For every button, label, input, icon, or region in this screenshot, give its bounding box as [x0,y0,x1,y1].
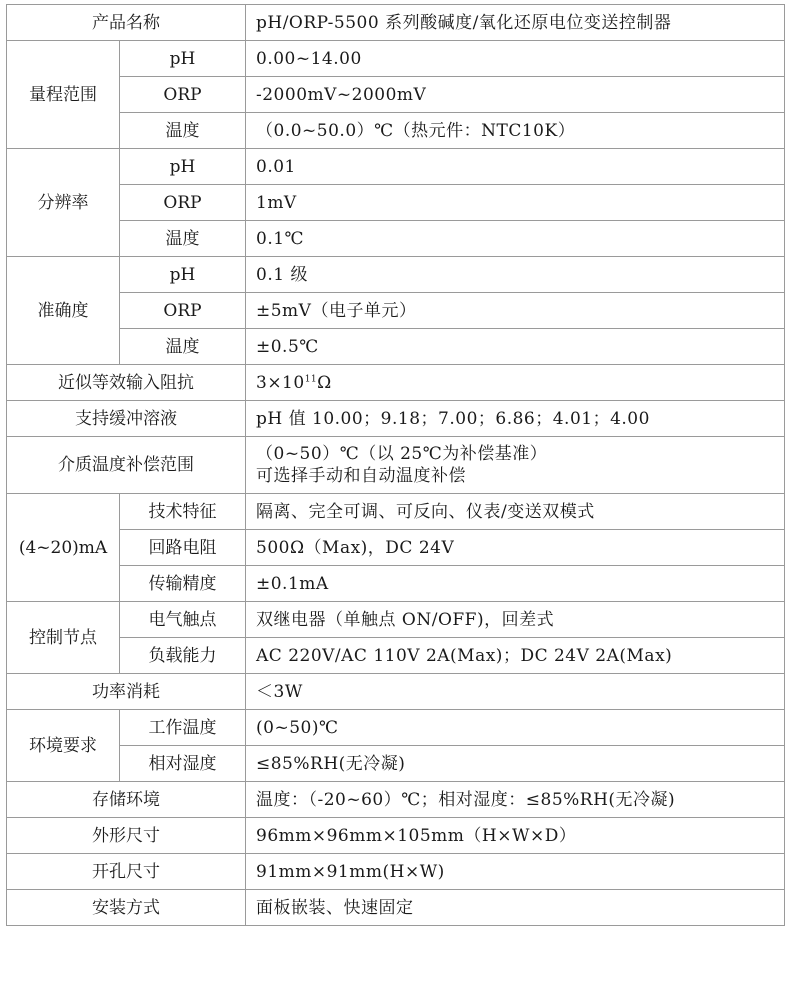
mounting-value: 面板嵌装、快速固定 [246,890,785,926]
range-temp-value: （0.0~50.0）℃（热元件：NTC10K） [246,113,785,149]
table-row [7,293,785,329]
power-value: ＜3W [246,674,785,710]
resolution-temp-label: 温度 [120,221,246,257]
table-row [7,746,785,782]
table-row [7,365,785,401]
spec-table [6,4,785,926]
output-trans-value: ±0.1mA [246,566,785,602]
range-temp-label: 温度 [120,113,246,149]
cutout-label: 开孔尺寸 [7,854,246,890]
table-row [7,185,785,221]
table-row [7,602,785,638]
range-label: 量程范围 [7,41,120,149]
output-trans-label: 传输精度 [120,566,246,602]
table-row [7,401,785,437]
storage-label: 存储环境 [7,782,246,818]
env-label: 环境要求 [7,710,120,782]
control-load-label: 负载能力 [120,638,246,674]
impedance-exponent: 11 [304,373,318,384]
env-temp-value: (0~50)℃ [246,710,785,746]
output-label: (4~20)mA [7,494,120,602]
output-loop-value: 500Ω（Max)，DC 24V [246,530,785,566]
accuracy-orp-value: ±5mV（电子单元） [246,293,785,329]
table-row [7,782,785,818]
output-loop-label: 回路电阻 [120,530,246,566]
compensation-value [246,437,785,494]
table-row [7,710,785,746]
accuracy-temp-label: 温度 [120,329,246,365]
dimensions-value: 96mm×96mm×105mm（H×W×D） [246,818,785,854]
control-contact-value: 双继电器（单触点 ON/OFF)，回差式 [246,602,785,638]
table-row [7,674,785,710]
resolution-orp-label: ORP [120,185,246,221]
resolution-ph-label: pH [120,149,246,185]
table-row [7,494,785,530]
env-humidity-label: 相对湿度 [120,746,246,782]
control-contact-label: 电气触点 [120,602,246,638]
impedance-value [246,365,785,401]
accuracy-orp-label: ORP [120,293,246,329]
range-ph-label: pH [120,41,246,77]
table-row [7,818,785,854]
range-ph-value: 0.00~14.00 [246,41,785,77]
table-row [7,149,785,185]
resolution-label: 分辨率 [7,149,120,257]
table-row [7,257,785,293]
compensation-line-2: 可选择手动和自动温度补偿 [256,466,466,486]
dimensions-label: 外形尺寸 [7,818,246,854]
table-row [7,638,785,674]
table-row [7,221,785,257]
buffer-label: 支持缓冲溶液 [7,401,246,437]
table-row [7,5,785,41]
impedance-label: 近似等效输入阻抗 [7,365,246,401]
storage-value: 温度：（-20~60）℃；相对湿度：≤85%RH(无冷凝) [246,782,785,818]
env-temp-label: 工作温度 [120,710,246,746]
resolution-temp-value: 0.1℃ [246,221,785,257]
product-name-value: pH/ORP-5500 系列酸碱度/氧化还原电位变送控制器 [246,5,785,41]
accuracy-ph-value: 0.1 级 [246,257,785,293]
cutout-value: 91mm×91mm(H×W) [246,854,785,890]
control-label: 控制节点 [7,602,120,674]
table-row [7,113,785,149]
table-row [7,854,785,890]
table-row [7,530,785,566]
output-tech-value: 隔离、完全可调、可反向、仪表/变送双模式 [246,494,785,530]
compensation-line-1: （0~50）℃（以 25℃为补偿基准） [256,444,548,464]
accuracy-ph-label: pH [120,257,246,293]
accuracy-label: 准确度 [7,257,120,365]
resolution-orp-value: 1mV [246,185,785,221]
product-name-label: 产品名称 [7,5,246,41]
mounting-label: 安装方式 [7,890,246,926]
table-row [7,890,785,926]
env-humidity-value: ≤85%RH(无冷凝) [246,746,785,782]
compensation-label: 介质温度补偿范围 [7,437,246,494]
table-row [7,437,785,494]
range-orp-value: -2000mV~2000mV [246,77,785,113]
table-row [7,566,785,602]
accuracy-temp-value: ±0.5℃ [246,329,785,365]
table-row [7,77,785,113]
range-orp-label: ORP [120,77,246,113]
impedance-unit: Ω [317,372,332,393]
power-label: 功率消耗 [7,674,246,710]
control-load-value: AC 220V/AC 110V 2A(Max)；DC 24V 2A(Max) [246,638,785,674]
impedance-base: 3×10 [256,372,305,393]
resolution-ph-value: 0.01 [246,149,785,185]
table-row [7,329,785,365]
output-tech-label: 技术特征 [120,494,246,530]
table-row [7,41,785,77]
buffer-value: pH 值 10.00；9.18；7.00；6.86；4.01；4.00 [246,401,785,437]
